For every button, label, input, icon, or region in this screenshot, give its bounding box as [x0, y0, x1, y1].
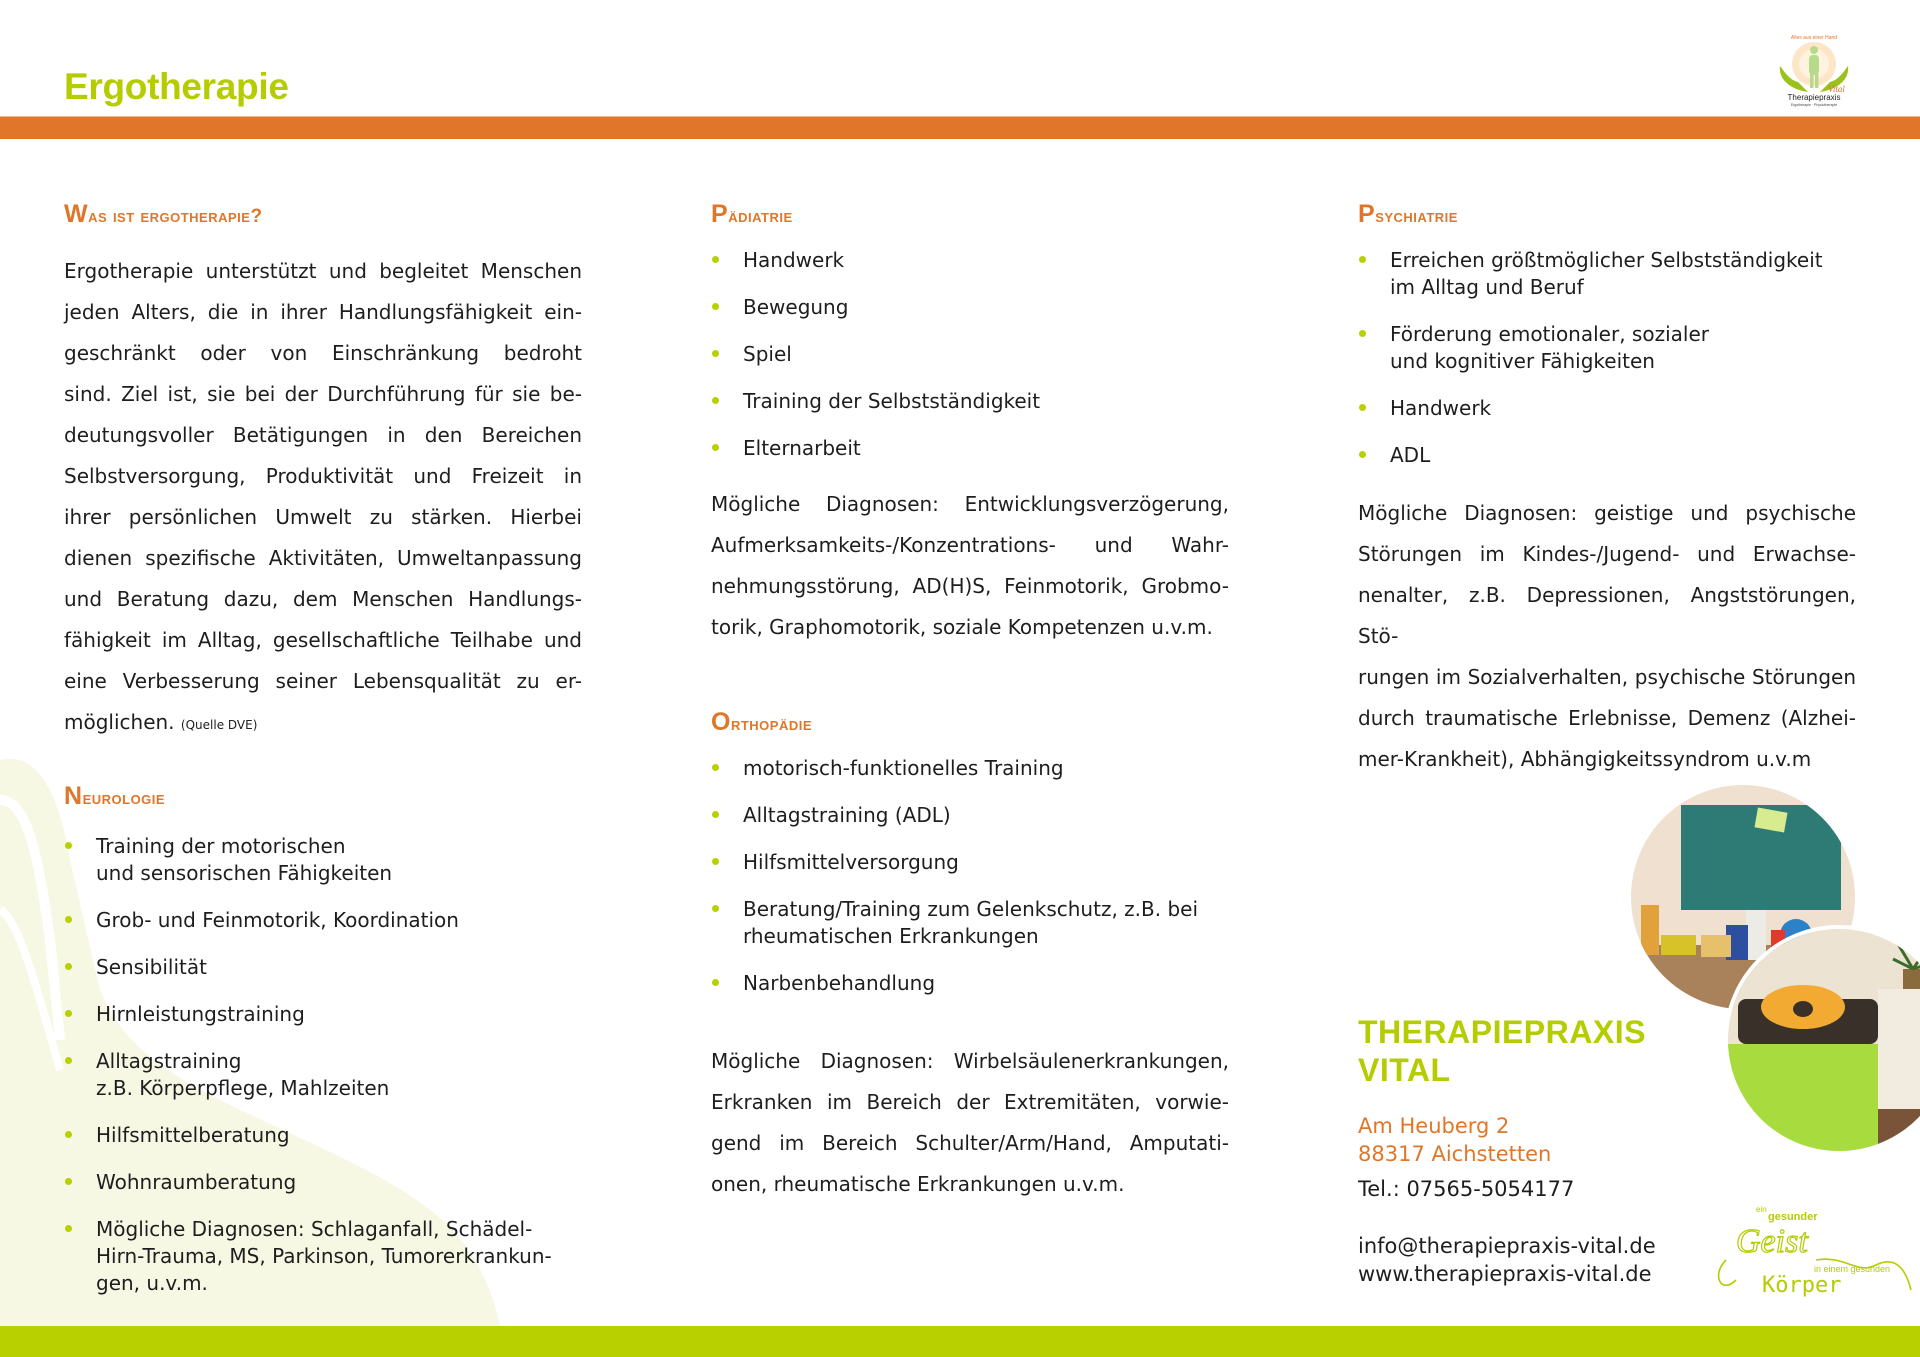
- list-item-text: Hirnleistungstraining: [96, 1002, 305, 1026]
- svg-text:Therapiepraxis: Therapiepraxis: [1787, 93, 1841, 102]
- list-item-text: Förderung emotionaler, sozialer: [1390, 322, 1709, 346]
- list-item: [1358, 395, 1856, 422]
- brand-block: [1358, 1013, 1646, 1089]
- list-item-text: und kognitiver Fähigkeiten: [1390, 349, 1655, 373]
- list-item: [711, 247, 1229, 274]
- intro-line: fähigkeit im Alltag, gesellschaftliche Teilhabe und: [64, 628, 582, 652]
- list-item-text: Hirn-Trauma, MS, Parkinson, Tumorerkrankun-: [96, 1244, 552, 1268]
- list-item-text: Training der motorischen: [96, 834, 346, 858]
- list-item-text: Beratung/Training zum Gelenkschutz, z.B. bei: [743, 897, 1199, 921]
- list-item: [64, 833, 582, 887]
- list-item: [711, 849, 1229, 876]
- intro-line: sind. Ziel ist, sie bei der Durchführung für sie be-: [64, 382, 582, 406]
- list-item-text: Hilfsmittelversorgung: [743, 850, 959, 874]
- treatment-bed-image: [1728, 929, 1920, 1151]
- svg-text:Körper: Körper: [1762, 1273, 1842, 1298]
- footer-green-bar: [0, 1326, 1920, 1357]
- list-item: [64, 1169, 582, 1196]
- orthopaedie-diagnoses: [711, 1041, 1229, 1205]
- neurologie-list: [64, 833, 582, 1297]
- svg-text:gesunder: gesunder: [1768, 1211, 1818, 1223]
- brand-name-line1: THERAPIEPRAXIS: [1358, 1014, 1646, 1050]
- list-item: [711, 388, 1229, 415]
- contact-links: [1358, 1232, 1656, 1288]
- page-title: Ergotherapie: [64, 66, 289, 107]
- list-item-text: z.B. Körperpflege, Mahlzeiten: [96, 1076, 390, 1100]
- list-item: [711, 802, 1229, 829]
- diagnosis-line: Störungen im Kindes-/Jugend- und Erwachse-: [1358, 542, 1856, 566]
- psychiatrie-diagnoses: [1358, 493, 1856, 780]
- list-item: [711, 294, 1229, 321]
- intro-paragraph: [64, 251, 582, 746]
- list-item: [64, 954, 582, 981]
- heading-neurologie: Neurologie: [64, 782, 166, 810]
- practice-logo: [1768, 30, 1860, 112]
- list-item: [711, 341, 1229, 368]
- list-item: [711, 435, 1229, 462]
- list-item-text: Grob- und Feinmotorik, Koordination: [96, 908, 459, 932]
- svg-text:in einem gesunden: in einem gesunden: [1814, 1264, 1891, 1274]
- diagnosis-line: durch traumatische Erlebnisse, Demenz (Alzhei-: [1358, 706, 1856, 730]
- psychiatrie-list: [1358, 247, 1856, 469]
- list-item-text: Handwerk: [1390, 396, 1492, 420]
- list-item-text: im Alltag und Beruf: [1390, 275, 1584, 299]
- diagnosis-line: Mögliche Diagnosen: geistige und psychische: [1358, 501, 1856, 525]
- diagnosis-line: Mögliche Diagnosen: Entwicklungsverzögerung,: [711, 492, 1229, 516]
- list-item-text: Erreichen größtmöglicher Selbstständigkeit: [1390, 248, 1823, 272]
- intro-line: Selbstversorgung, Produktivität und Freizeit in: [64, 464, 582, 488]
- intro-line: eine Verbesserung seiner Lebensqualität zu er-: [64, 669, 582, 693]
- list-item: [1358, 321, 1856, 375]
- list-item-text: Sensibilität: [96, 955, 207, 979]
- diagnosis-line: rungen im Sozialverhalten, psychische Störungen: [1358, 665, 1856, 689]
- diagnosis-line: gend im Bereich Schulter/Arm/Hand, Amputati-: [711, 1131, 1229, 1155]
- svg-text:Alles aus einer Hand: Alles aus einer Hand: [1790, 35, 1838, 41]
- intro-line: Ergotherapie unterstützt und begleitet Menschen: [64, 259, 582, 283]
- list-item-text: Alltagstraining (ADL): [743, 803, 951, 827]
- list-item: [711, 896, 1229, 950]
- source-note: (Quelle DVE): [180, 718, 258, 732]
- heading-paediatrie: Pädiatrie: [711, 200, 793, 228]
- paediatrie-diagnoses: [711, 484, 1229, 648]
- website-link[interactable]: www.therapiepraxis-vital.de: [1358, 1262, 1652, 1286]
- list-item-text: Wohnraumberatung: [96, 1170, 297, 1194]
- svg-text:Ergotherapie · Physiotherapie: Ergotherapie · Physiotherapie: [1790, 103, 1838, 107]
- address-block: [1358, 1112, 1551, 1168]
- svg-text:Geist: Geist: [1736, 1223, 1808, 1260]
- list-item-text: Mögliche Diagnosen: Schlaganfall, Schädel-: [96, 1217, 533, 1241]
- paediatrie-list: [711, 247, 1229, 462]
- heading-psychiatrie: Psychiatrie: [1358, 200, 1458, 228]
- list-item-text: Hilfsmittelberatung: [96, 1123, 290, 1147]
- intro-line: dienen spezifische Aktivitäten, Umweltanpassung: [64, 546, 582, 570]
- list-item: [711, 755, 1229, 782]
- list-item-text: rheumatischen Erkrankungen: [743, 924, 1039, 948]
- list-item: [64, 1048, 582, 1102]
- slogan-graphic: [1706, 1200, 1916, 1300]
- intro-line: und Beratung dazu, dem Menschen Handlungs-: [64, 587, 582, 611]
- diagnosis-line: onen, rheumatische Erkrankungen u.v.m.: [711, 1172, 1125, 1196]
- intro-line: jeden Alters, die in ihrer Handlungsfähigkeit ein-: [64, 300, 582, 324]
- address-city: 88317 Aichstetten: [1358, 1142, 1552, 1166]
- list-item: [711, 970, 1229, 997]
- list-item-text: motorisch-funktionelles Training: [743, 756, 1064, 780]
- diagnosis-line: torik, Graphomotorik, soziale Kompetenzen u.v.m.: [711, 615, 1213, 639]
- svg-text:ein: ein: [1756, 1205, 1767, 1214]
- diagnosis-line: nenalter, z.B. Depressionen, Angststörungen, Stö-: [1358, 583, 1856, 648]
- list-item: [64, 1001, 582, 1028]
- list-item: [64, 1216, 582, 1297]
- orthopaedie-list: [711, 755, 1229, 997]
- list-item: [64, 907, 582, 934]
- list-item-text: Spiel: [743, 342, 792, 366]
- list-item-text: Alltagstraining: [96, 1049, 242, 1073]
- heading-was-ist-ergotherapie: Was ist ergotherapie?: [64, 200, 263, 228]
- intro-line: ihrer persönlichen Umwelt zu stärken. Hierbei: [64, 505, 582, 529]
- diagnosis-line: Mögliche Diagnosen: Wirbelsäulenerkrankungen,: [711, 1049, 1229, 1073]
- column-paediatrie-orthopaedie: [711, 200, 1229, 1205]
- diagnosis-line: nehmungsstörung, AD(H)S, Feinmotorik, Grobmo-: [711, 574, 1229, 598]
- address-street: Am Heuberg 2: [1358, 1114, 1510, 1138]
- brand-name-line2: VITAL: [1358, 1052, 1451, 1088]
- list-item-text: Training der Selbstständigkeit: [743, 389, 1041, 413]
- phone-number: Tel.: 07565-5054177: [1358, 1177, 1575, 1201]
- list-item-text: Bewegung: [743, 295, 849, 319]
- list-item-text: und sensorischen Fähigkeiten: [96, 861, 393, 885]
- list-item-text: Narbenbehandlung: [743, 971, 936, 995]
- header-orange-bar: [0, 116, 1920, 139]
- list-item-text: Elternarbeit: [743, 436, 861, 460]
- list-item-text: ADL: [1390, 443, 1431, 467]
- list-item: [1358, 247, 1856, 301]
- list-item-text: gen, u.v.m.: [96, 1271, 208, 1295]
- intro-line: geschränkt oder von Einschränkung bedroht: [64, 341, 582, 365]
- list-item-text: Handwerk: [743, 248, 845, 272]
- intro-line: deutungsvoller Betätigungen in den Bereichen: [64, 423, 582, 447]
- intro-line: möglichen.: [64, 710, 175, 734]
- email-link[interactable]: info@therapiepraxis-vital.de: [1358, 1234, 1656, 1258]
- svg-text:Vital: Vital: [1828, 84, 1845, 94]
- heading-orthopaedie: Orthopädie: [711, 708, 813, 736]
- diagnosis-line: Erkranken im Bereich der Extremitäten, vorwie-: [711, 1090, 1229, 1114]
- column-psychiatrie-contact: [1358, 200, 1856, 780]
- column-intro-neurologie: [64, 200, 582, 1317]
- list-item: [64, 1122, 582, 1149]
- diagnosis-line: Aufmerksamkeits-/Konzentrations- und Wahr-: [711, 533, 1229, 557]
- diagnosis-line: mer-Krankheit), Abhängigkeitssyndrom u.v.m: [1358, 747, 1812, 771]
- list-item: [1358, 442, 1856, 469]
